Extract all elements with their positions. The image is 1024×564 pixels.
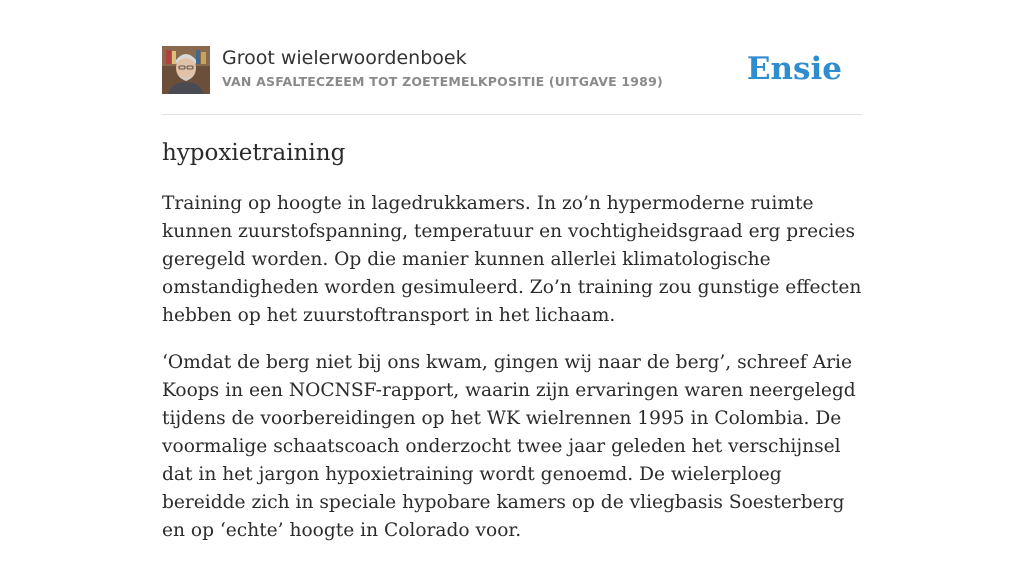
book-subtitle: VAN ASFALTECZEEM TOT ZOETEMELKPOSITIE (UITGAVE 1989) (222, 74, 663, 89)
entry-paragraph: ‘Omdat de berg niet bij ons kwam, gingen wij naar de berg’, schreef Arie Koops in een NOCNSF-rapport, waarin zijn ervaringen waren neergelegd tijdens de voorbereidingen op het WK wielrennen 1995 in Colombia. De voormalige schaatscoach onderzocht twee jaar geleden het verschijnsel dat in het jargon hypoxietraining wordt genoemd. De wielerploeg bereidde zich in speciale hypobare kamers op de vliegbasis Soesterberg en op ‘echte’ hoogte in Colorado voor. (162, 352, 856, 541)
entry-paragraph: Training op hoogte in lagedrukkamers. In zo’n hypermoderne ruimte kunnen zuurstofspanning, temperatuur en vochtigheidsgraad erg precies geregeld worden. Op die manier kunnen allerlei klimatologische omstandigheden worden gesimuleerd. Zo’n training zou gunstige effecten hebben op het zuurstoftransport in het lichaam. (162, 193, 862, 326)
entry-headword: hypoxietraining (162, 140, 346, 166)
author-avatar[interactable] (162, 46, 210, 94)
book-title[interactable]: Groot wielerwoordenboek (222, 47, 467, 69)
ensie-logo[interactable]: Ensie (746, 51, 842, 87)
dictionary-header (162, 46, 862, 115)
entry-content (162, 190, 870, 564)
